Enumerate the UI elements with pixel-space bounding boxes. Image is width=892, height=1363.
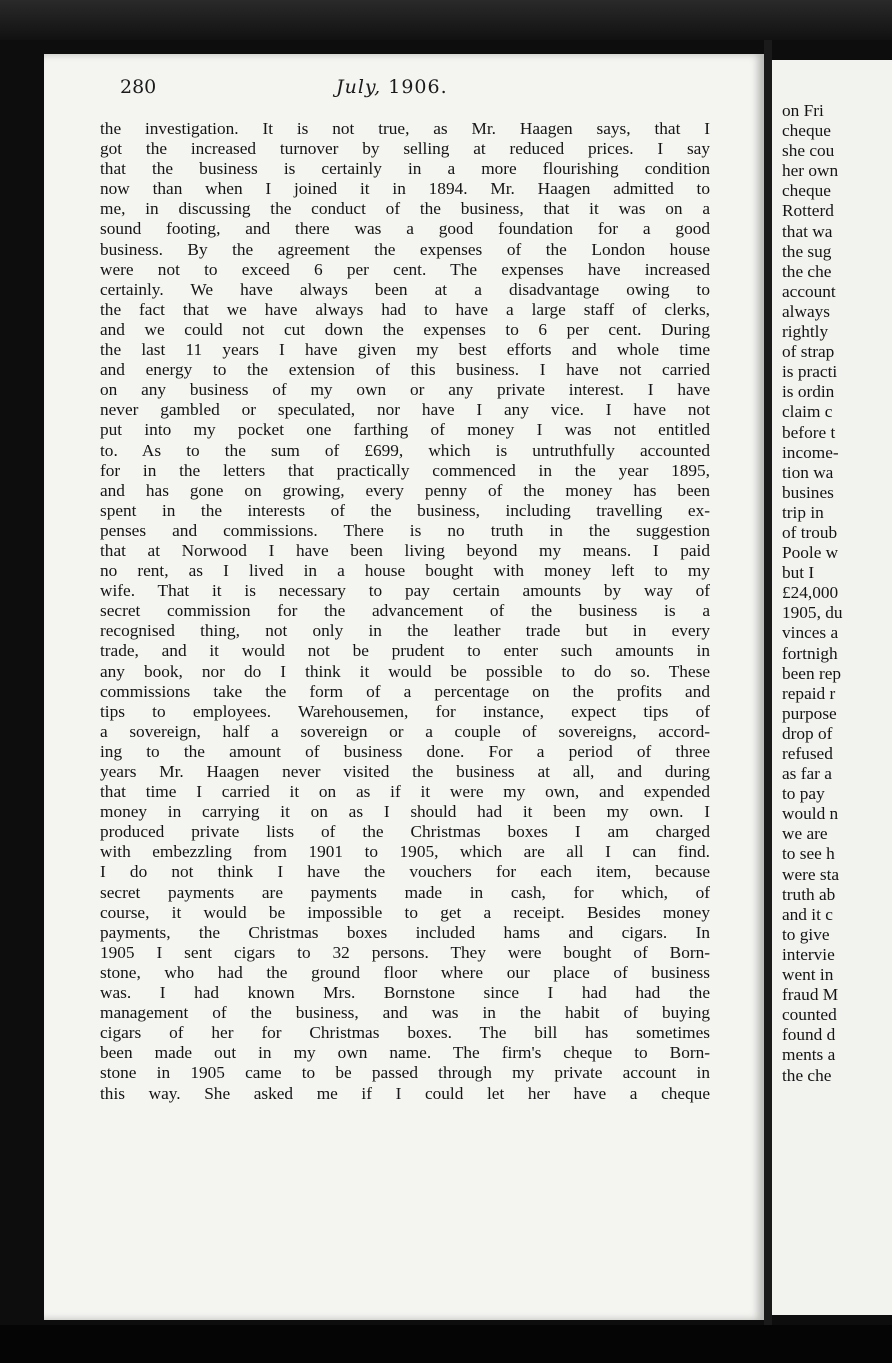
- text-line: and we could not cut down the expenses to 6 per cent. During: [100, 319, 710, 339]
- right-text-line: always: [782, 301, 830, 321]
- text-line: and has gone on growing, every penny of the money has been: [100, 480, 710, 500]
- right-text-line: truth ab: [782, 884, 836, 904]
- text-line: no rent, as I lived in a house bought with money left to my: [100, 561, 710, 581]
- text-line: the investigation. It is not true, as Mr. Haagen says, that I: [100, 119, 710, 138]
- text-line: this way. She asked me if I could let her have a cheque: [100, 1083, 710, 1103]
- right-text-line: the che: [782, 1065, 832, 1085]
- book-bottom-edge: [0, 1325, 892, 1363]
- body-text: [100, 119, 710, 1104]
- text-line: penses and commissions. There is no truth in the suggestion: [100, 520, 710, 540]
- right-page-text: [782, 101, 872, 1086]
- right-text-line: income-: [782, 442, 839, 462]
- right-text-line: of strap: [782, 342, 835, 362]
- text-line: tips to employees. Warehousemen, for instance, expect tips of: [100, 701, 710, 721]
- text-line: been made out in my own name. The firm's cheque to Born-: [100, 1043, 710, 1063]
- text-line: management of the business, and was in the habit of buying: [100, 1003, 710, 1023]
- right-text-line: £24,000: [782, 583, 839, 603]
- running-title-year: 1906.: [388, 76, 448, 98]
- right-text-line: to give: [782, 924, 830, 944]
- text-line: I do not think I have the vouchers for each item, because: [100, 862, 710, 882]
- right-text-line: found d: [782, 1025, 836, 1045]
- text-line: now than when I joined it in 1894. Mr. Haagen admitted to: [100, 179, 710, 199]
- text-line: stone, who had the ground floor where our place of business: [100, 962, 710, 982]
- text-line: was. I had known Mrs. Bornstone since I had had the: [100, 983, 710, 1003]
- right-text-line: were sta: [782, 864, 840, 884]
- text-line: 1905 I sent cigars to 32 persons. They were bought of Born-: [100, 942, 710, 962]
- text-line: for in the letters that practically commenced in the year 1895,: [100, 460, 710, 480]
- text-line: spent in the interests of the business, including travelling ex-: [100, 500, 710, 520]
- book-gutter: [764, 40, 772, 1330]
- right-text-line: the che: [782, 261, 832, 281]
- right-text-line: drop of: [782, 723, 833, 743]
- text-line: that at Norwood I have been living beyond my means. I paid: [100, 540, 710, 560]
- right-text-line: went in: [782, 965, 834, 985]
- text-line: recognised thing, not only in the leather trade but in every: [100, 621, 710, 641]
- right-text-line: the sug: [782, 241, 832, 261]
- right-page: [772, 60, 892, 1315]
- right-text-line: purpose: [782, 703, 837, 723]
- right-text-line: to pay: [782, 784, 825, 804]
- right-text-line: we are: [782, 824, 828, 844]
- text-line: with embezzling from 1901 to 1905, which are all I can find.: [100, 842, 710, 862]
- right-text-line: Rotterd: [782, 201, 834, 221]
- right-text-line: but I: [782, 563, 815, 583]
- text-line: certainly. We have always been at a disadvantage owing to: [100, 279, 710, 299]
- text-line: that time I carried it on as if it were my own, and expended: [100, 782, 710, 802]
- right-text-line: 1905, du: [782, 603, 843, 623]
- text-line: the fact that we have always had to have a large staff of clerks,: [100, 299, 710, 319]
- right-text-line: ments a: [782, 1045, 836, 1065]
- right-text-line: is ordin: [782, 382, 835, 402]
- text-line: years Mr. Haagen never visited the business at all, and during: [100, 762, 710, 781]
- text-line: stone in 1905 came to be passed through my private account in: [100, 1063, 710, 1083]
- text-line: got the increased turnover by selling at reduced prices. I say: [100, 139, 710, 159]
- text-line: ing to the amount of business done. For a period of three: [100, 741, 710, 761]
- text-line: sound footing, and there was a good foundation for a good: [100, 219, 710, 239]
- right-text-line: that wa: [782, 221, 833, 241]
- text-line: trade, and it would not be prudent to enter such amounts in: [100, 641, 710, 661]
- text-line: a sovereign, half a sovereign or a couple of sovereigns, accord-: [100, 721, 710, 741]
- right-text-line: claim c: [782, 402, 833, 422]
- text-line: wife. That it is necessary to pay certain amounts by way of: [100, 581, 710, 601]
- text-line: me, in discussing the conduct of the business, that it was on a: [100, 199, 710, 219]
- right-text-line: vinces a: [782, 623, 839, 643]
- right-text-line: is practi: [782, 362, 838, 382]
- text-line: secret payments are payments made in cash, for which, of: [100, 882, 710, 902]
- text-line: secret commission for the advancement of the business is a: [100, 601, 710, 621]
- right-text-line: counted: [782, 1005, 837, 1025]
- right-text-line: would n: [782, 804, 839, 824]
- right-text-line: repaid r: [782, 683, 836, 703]
- right-text-line: and it c: [782, 904, 833, 924]
- text-line: produced private lists of the Christmas boxes I am charged: [100, 822, 710, 842]
- right-text-line: she cou: [782, 141, 835, 161]
- text-line: payments, the Christmas boxes included hams and cigars. In: [100, 922, 710, 942]
- page-header: [120, 76, 680, 106]
- text-line: course, it would be impossible to get a receipt. Besides money: [100, 902, 710, 922]
- right-text-line: on Fri: [782, 101, 824, 120]
- text-line: put into my pocket one farthing of money I was not entitled: [100, 420, 710, 440]
- text-line: that the business is certainly in a more flourishing condition: [100, 159, 710, 179]
- right-text-line: fraud M: [782, 985, 839, 1005]
- right-text-line: cheque: [782, 121, 831, 141]
- running-title: [336, 76, 448, 98]
- right-text-line: rightly: [782, 322, 829, 342]
- right-text-line: her own: [782, 161, 839, 181]
- right-text-line: been rep: [782, 663, 842, 683]
- text-line: were not to exceed 6 per cent. The expenses have increased: [100, 259, 710, 279]
- page-number: 280: [120, 76, 157, 98]
- book-top-edge: [0, 0, 892, 40]
- text-line: any book, nor do I think it would be possible to do so. These: [100, 661, 710, 681]
- right-text-line: as far a: [782, 764, 832, 784]
- text-line: never gambled or speculated, nor have I any vice. I have not: [100, 400, 710, 420]
- text-line: cigars of her for Christmas boxes. The bill has sometimes: [100, 1023, 710, 1043]
- right-text-line: before t: [782, 422, 836, 442]
- text-line: and energy to the extension of this business. I have not carried: [100, 360, 710, 380]
- text-line: commissions take the form of a percentage on the profits and: [100, 681, 710, 701]
- right-text-line: trip in: [782, 502, 824, 522]
- right-text-line: cheque: [782, 181, 831, 201]
- text-line: business. By the agreement the expenses of the London house: [100, 239, 710, 259]
- right-text-line: of troub: [782, 522, 838, 542]
- text-line: on any business of my own or any private interest. I have: [100, 380, 710, 400]
- right-text-line: tion wa: [782, 462, 834, 482]
- right-text-line: refused: [782, 744, 833, 763]
- text-line: to. As to the sum of £699, which is untruthfully accounted: [100, 440, 710, 460]
- right-text-line: Poole w: [782, 543, 839, 563]
- right-text-line: fortnigh: [782, 643, 838, 663]
- right-text-line: intervie: [782, 944, 835, 964]
- running-title-month: July,: [336, 76, 382, 98]
- text-line: the last 11 years I have given my best efforts and whole time: [100, 340, 710, 360]
- right-text-line: busines: [782, 482, 834, 502]
- right-text-line: to see h: [782, 844, 835, 864]
- text-line: money in carrying it on as I should had it been my own. I: [100, 802, 710, 822]
- right-text-line: account: [782, 281, 836, 301]
